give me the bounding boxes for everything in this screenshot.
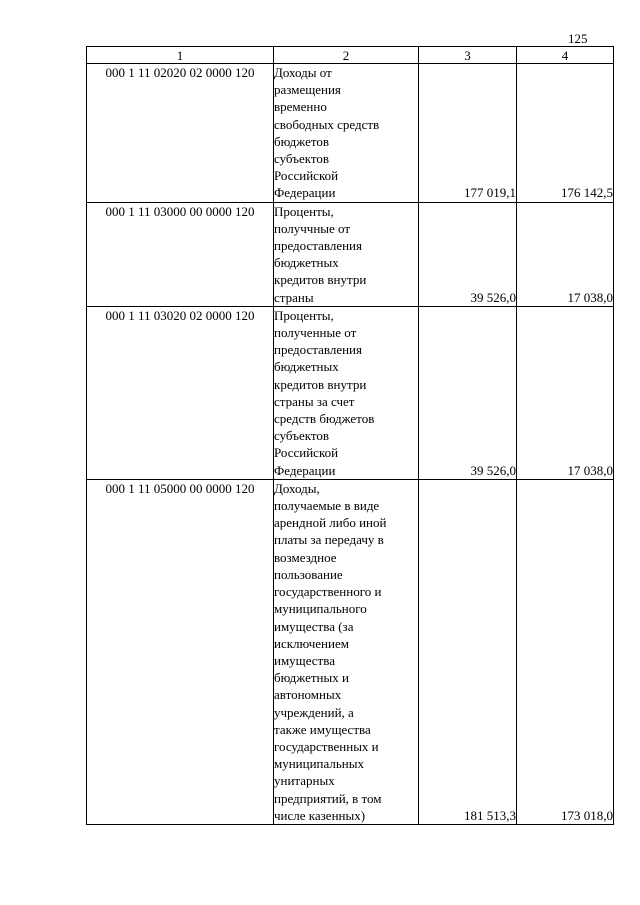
revenue-name-line: муниципального (274, 601, 367, 617)
table-row (87, 202, 614, 306)
revenue-name-line: Доходы от (274, 65, 332, 80)
revenue-name-line: государственного и (274, 584, 382, 600)
revenue-name-cell (274, 202, 419, 306)
revenue-name-line: унитарных (274, 773, 335, 789)
table-row (87, 306, 614, 479)
revenue-name-line: учреждений, а (274, 704, 354, 720)
revenue-name-line: Федерации (274, 185, 336, 201)
revenue-name-cell (274, 306, 419, 479)
revenue-name-line: полученные от (274, 325, 357, 341)
table-header-row (87, 47, 614, 64)
revenue-name-line: предоставления (274, 238, 362, 254)
revenue-name-line: кредитов внутри (274, 272, 367, 288)
budget-revenue-table (86, 46, 614, 825)
revenue-name-line: предоставления (274, 342, 362, 358)
revenue-name-cell (274, 479, 419, 824)
revenue-name-line: бюджетов (274, 133, 330, 149)
revenue-name-line: платы за передачу в (274, 532, 384, 548)
revenue-name-line: также имущества (274, 721, 371, 737)
revenue-name-line: Российской (274, 445, 339, 461)
revenue-name-line: имущества (274, 652, 335, 668)
revenue-name-line: арендной либо иной (274, 515, 387, 531)
revenue-name-line: муниципальных (274, 756, 365, 772)
amount-column-4-cell: 173 018,0 (517, 479, 614, 824)
revenue-name-line: кредитов внутри (274, 376, 367, 392)
revenue-name-line: бюджетных (274, 359, 339, 375)
revenue-name-line: бюджетных (274, 255, 339, 271)
revenue-name-line: автономных (274, 687, 342, 703)
revenue-name-line: бюджетных и (274, 670, 349, 686)
revenue-name-line: страны (274, 289, 314, 305)
revenue-name-line: временно (274, 99, 327, 115)
amount-column-3-cell: 177 019,1 (419, 64, 517, 203)
amount-column-4-cell: 17 038,0 (517, 202, 614, 306)
revenue-name-line: пользование (274, 566, 343, 582)
revenue-name-line: субъектов (274, 151, 330, 167)
revenue-name-line: получаемые в виде (274, 498, 380, 514)
revenue-name-line: субъектов (274, 428, 330, 444)
revenue-name-line: страны за счет (274, 393, 355, 409)
table-row (87, 479, 614, 824)
amount-column-4-cell: 17 038,0 (517, 306, 614, 479)
revenue-name-line: Доходы, (274, 480, 320, 496)
revenue-name-line: предприятий, в том (274, 790, 382, 806)
revenue-name-line: размещения (274, 82, 341, 98)
revenue-name-line: средств бюджетов (274, 411, 375, 427)
revenue-name-line: Проценты, (274, 203, 334, 219)
page-number: 125 (568, 31, 588, 46)
amount-column-3-cell: 181 513,3 (419, 479, 517, 824)
budget-code-cell: 000 1 11 03020 02 0000 120 (87, 306, 274, 479)
amount-column-3-cell: 39 526,0 (419, 202, 517, 306)
table-row (87, 64, 614, 203)
budget-code-cell: 000 1 11 05000 00 0000 120 (87, 479, 274, 824)
revenue-name-line: государственных и (274, 738, 379, 754)
amount-column-4-cell: 176 142,5 (517, 64, 614, 203)
revenue-name-line: получчные от (274, 220, 351, 236)
revenue-name-line: Российской (274, 168, 339, 184)
revenue-name-line: имущества (за (274, 618, 354, 634)
column-header-4: 4 (517, 47, 614, 64)
budget-code-cell: 000 1 11 02020 02 0000 120 (87, 64, 274, 203)
column-header-2: 2 (274, 47, 419, 64)
revenue-name-line: возмездное (274, 549, 337, 565)
revenue-name-line: исключением (274, 635, 349, 651)
table-body (87, 64, 614, 825)
revenue-name-line: свободных средств (274, 116, 380, 132)
revenue-name-cell (274, 64, 419, 203)
amount-column-3-cell: 39 526,0 (419, 306, 517, 479)
column-header-1: 1 (87, 47, 274, 64)
column-header-3: 3 (419, 47, 517, 64)
budget-code-cell: 000 1 11 03000 00 0000 120 (87, 202, 274, 306)
revenue-name-line: Проценты, (274, 307, 334, 323)
revenue-name-line: числе казенных) (274, 807, 366, 823)
revenue-name-line: Федерации (274, 462, 336, 478)
